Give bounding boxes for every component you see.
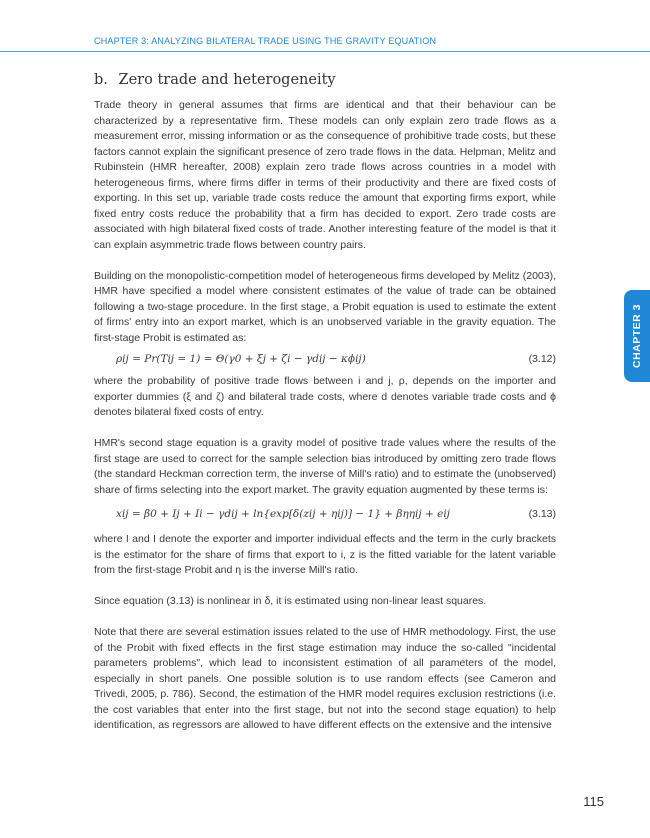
paragraph-hmr-model: Building on the monopolistic-competition model of heterogeneous firms developed by Melitz (2003), HMR have specified a model where consistent estimates of the value of trade can be obtained following a two-stage procedure. In the first stage, a Probit equation is used to estimate the extent of firms' entry into an export market, which is an unobserved variable in the gravity equation. The first-stage Probit is estimated as: [94, 269, 556, 344]
paragraph-probit-explanation: where the probability of positive trade flows between i and j, ρ, depends on the importer and exporter dummies (ξ and ζ) and bilateral trade costs, where d denotes variable trade costs and ϕ denotes bilateral fixed costs of entry. [94, 375, 556, 418]
paragraph-nonlinear: Since equation (3.13) is nonlinear in δ, it is estimated using non-linear least squares. [94, 595, 487, 607]
body-text [94, 98, 556, 734]
equation-3-13-number: (3.13) [528, 508, 556, 521]
paragraph-estimation-issues: Note that there are several estimation issues related to the use of HMR methodology. First, the use of the Probit with fixed effects in the first stage estimation may induce the so-called "incidental parameters problems", which lead to inconsistent estimation of all parameters of the model, especially in short panels. One possible solution is to use random effects (see Cameron and Trivedi, 2005, p. 786). Second, the estimation of the HMR model requires exclusion restrictions (i.e. the cost variables that enter into the first stage, but not into the second stage equation) to help identification, as regressors are allowed to have different effects on the extensive and the intensive [94, 626, 556, 731]
equation-3-12 [94, 346, 556, 374]
section-number: b. [94, 72, 108, 88]
equation-3-12-expression: ρij = Pr(Tij = 1) = Θ(γ0 + ξj + ζi − γdij − κϕij) [116, 353, 366, 366]
section-title: Zero trade and heterogeneity [118, 72, 336, 88]
paragraph-second-stage: HMR's second stage equation is a gravity model of positive trade values where the results of the first stage are used to correct for the sample selection bias introduced by omitting zero trade flows (the standard Heckman correction term, the inverse of Mill's ratio) and to estimate the (unobserved) share of firms selecting into the export market. The gravity equation augmented by these terms is: [94, 437, 556, 496]
chapter-side-tab-label: CHAPTER 3 [631, 303, 643, 369]
equation-3-13 [94, 498, 556, 532]
paragraph-effects-explanation: where I and I denote the exporter and importer individual effects and the term in the curly brackets is the estimator for the share of firms that export to i, z is the fitted variable for the latent variable from the first-stage Probit and η is the inverse Mill's ratio. [94, 533, 556, 576]
section-heading [94, 72, 564, 88]
equation-3-12-number: (3.12) [528, 353, 556, 366]
page-number: 115 [583, 794, 604, 809]
equation-3-13-expression: xij = β0 + Ij + Ii − γdij + ln{exp[δ(zij + ηij)] − 1} + βηηij + eij [116, 508, 450, 521]
paragraph-zero-trade-intro: Trade theory in general assumes that firms are identical and that their behaviour can be characterized by a representative firm. These models can only explain zero trade flows as a measurement error, missing information or as the consequence of prohibitive trade costs, but these factors cannot explain the significant presence of zero trade flows in the data. Helpman, Melitz and Rubinstein (HMR hereafter, 2008) explain zero trade flows across countries in a model with heterogeneous firms, where firms differ in terms of their productivity and there are fixed costs of exporting. In this set up, variable trade costs reduce the amount that exporting firms export, while fixed entry costs reduce the probability that a firm has decided to export. Zero trade costs are associated with high bilateral fixed costs of trade. Another interesting feature of the model is that it can explain asymmetric trade flows between country pairs. [94, 99, 556, 251]
running-header: CHAPTER 3: ANALYZING BILATERAL TRADE USING THE GRAVITY EQUATION [94, 36, 437, 46]
chapter-side-tab [624, 290, 650, 382]
header-divider [0, 51, 650, 52]
